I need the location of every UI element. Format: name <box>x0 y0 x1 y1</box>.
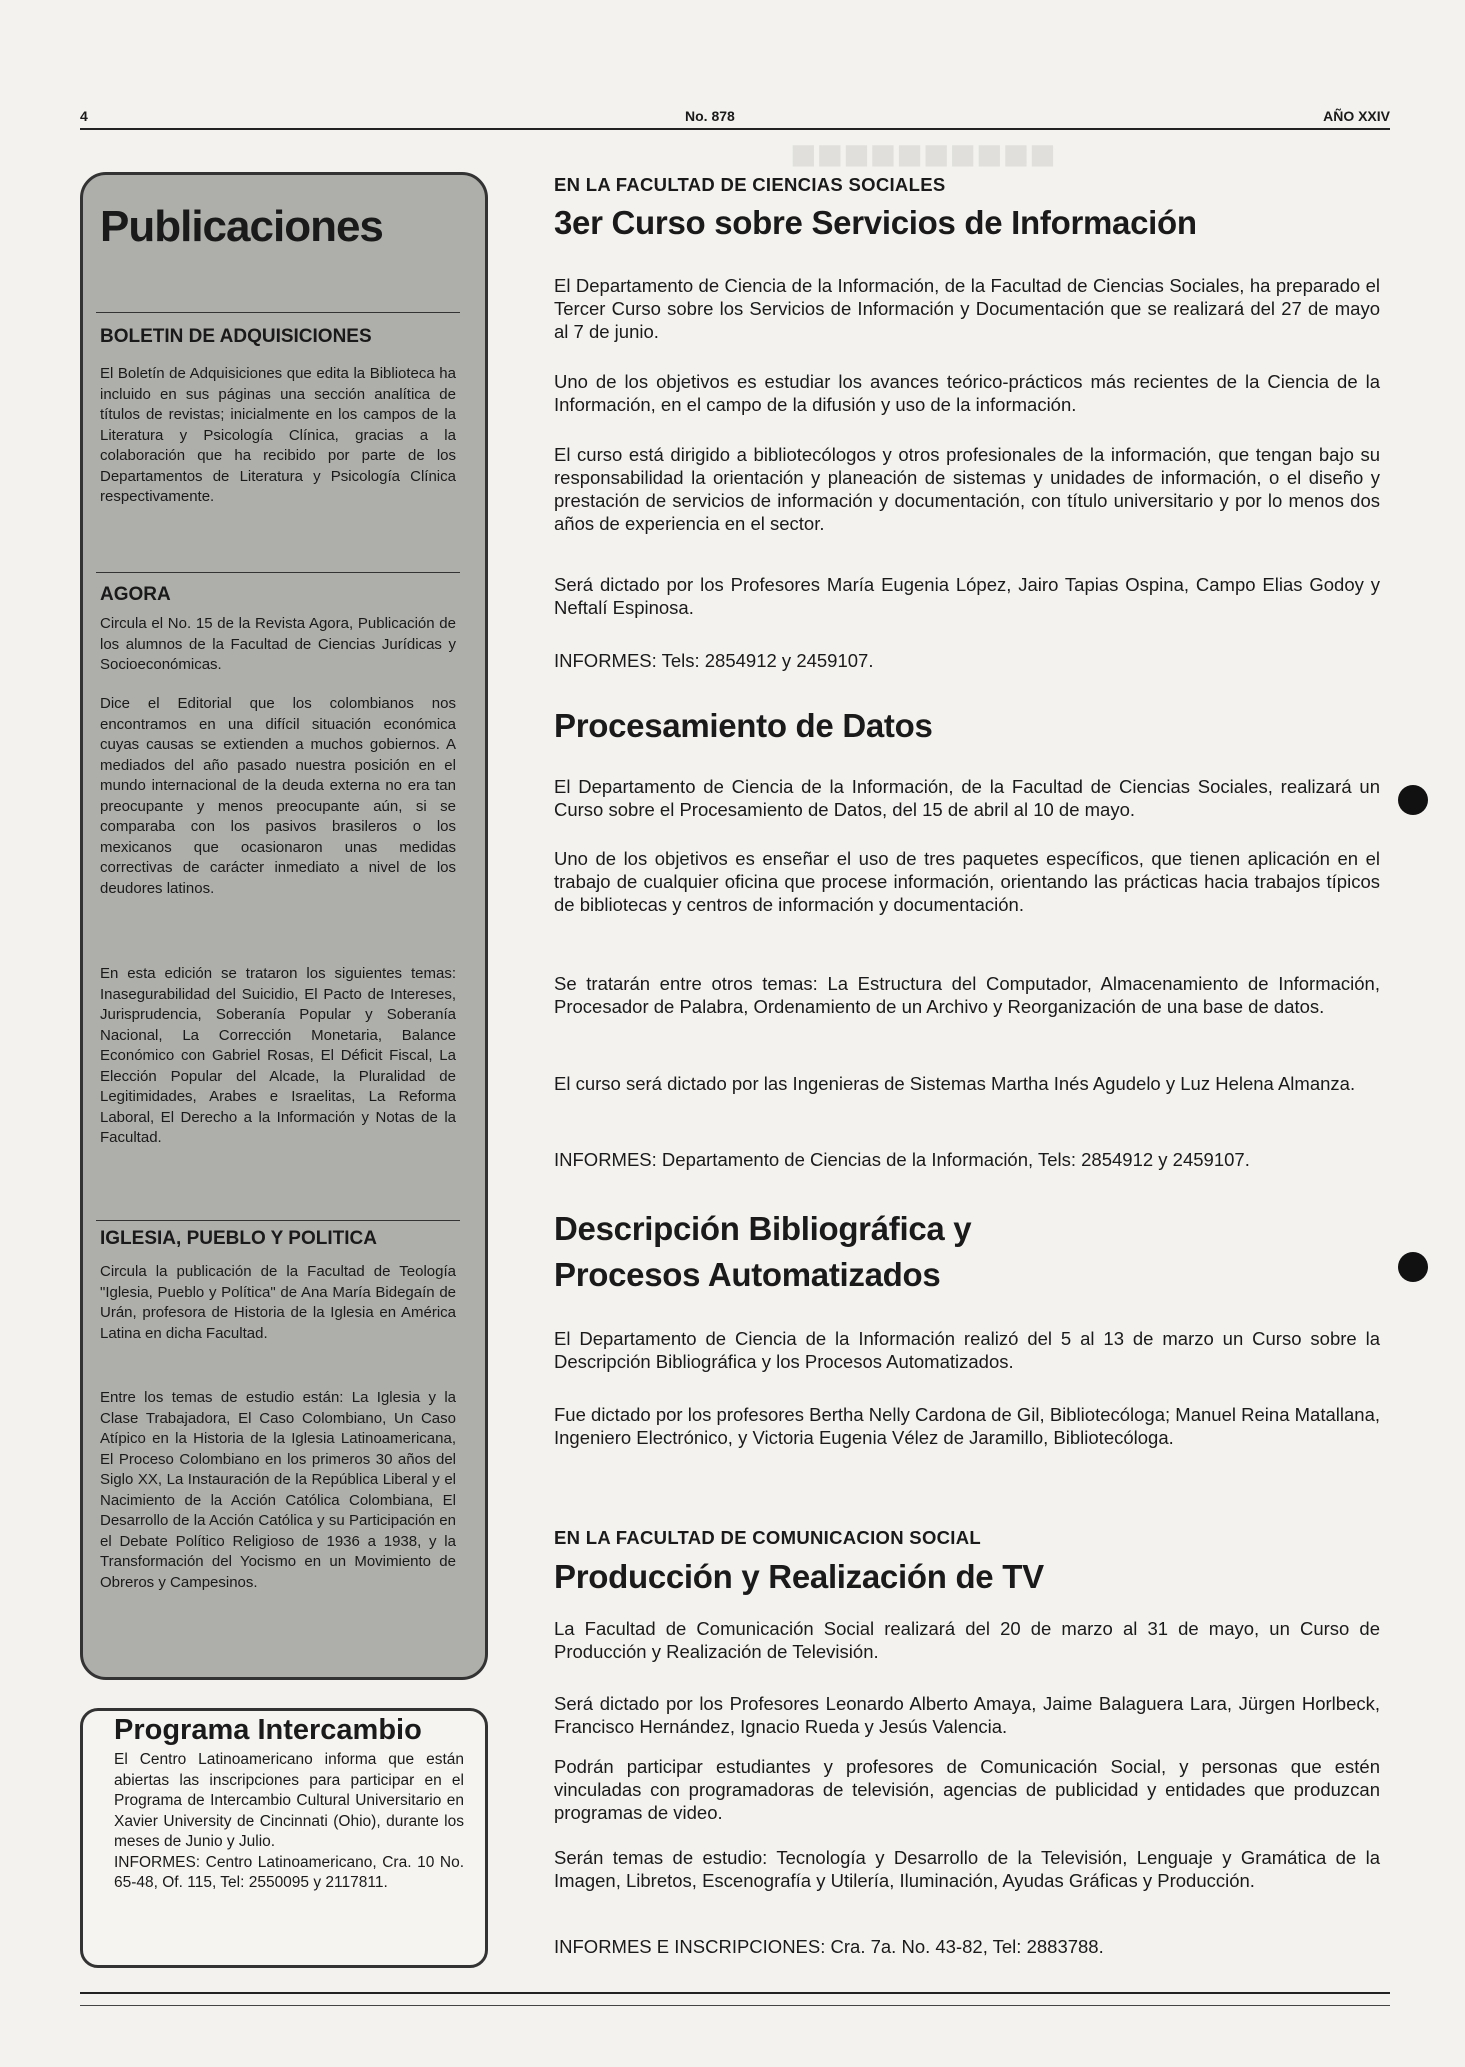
article-paragraph: Se tratarán entre otros temas: La Estructura del Computador, Almacenamiento de Información, Procesador de Palabra, Ordenamiento de un Archivo y Reorganización de una base de datos. <box>554 973 1380 1017</box>
boletin-paragraph: El Boletín de Adquisiciones que edita la Biblioteca ha incluido en sus páginas una sección analítica de títulos de revistas; inicialmente en los campos de la Literatura y Psicología Clínica, gracias a la colaboración que ha recibido por parte de los Departamentos de Literatura y Psicología Clínica respectivamente. <box>100 365 456 505</box>
iglesia-paragraph-2: Entre los temas de estudio están: La Iglesia y la Clase Trabajadora, El Caso Colombiano, Un Caso Atípico en la Historia de la Iglesia Latinoamericana, El Proceso Colombiano en los primeros 30 años del Siglo XX, La Instauración de la República Liberal y el Nacimiento de la Acción Católica Colombiana, El Desarrollo de la Acción Católica y su Participación en el Debate Político Religioso de 1936 a 1938, y la Transformación del Yocismo en un Movimiento de Obreros y Campesinos. <box>100 1389 456 1591</box>
article-paragraph: Será dictado por los Profesores María Eugenia López, Jairo Tapias Ospina, Campo Elias Godoy y Neftalí Espinosa. <box>554 574 1380 618</box>
article-paragraph: Será dictado por los Profesores Leonardo Alberto Amaya, Jaime Balaguera Lara, Jürgen Horlbeck, Francisco Hernández, Ignacio Rueda y Jesús Valencia. <box>554 1693 1380 1737</box>
agora-paragraph-1: Circula el No. 15 de la Revista Agora, Publicación de los alumnos de la Facultad de Ciencias Jurídicas y Socioeconómicas. <box>100 615 456 673</box>
article-title-line-2: Procesos Automatizados <box>554 1256 941 1293</box>
divider <box>96 572 460 573</box>
bleed-through-shadow: ■■■■■■■■■■ <box>790 130 1056 179</box>
article-context-label: EN LA FACULTAD DE CIENCIAS SOCIALES <box>554 174 946 195</box>
agora-paragraph-2: Dice el Editorial que los colombianos nos encontramos en una difícil situación económica cuyas causas se extienden a muchos gobiernos. A mediados del año pasado nuestra posición en el mundo internacional de la deuda externa no era tan preocupante y menos preocupante aún, si se comparaba con los pasivos brasileros o los mexicanos que ocasionaron unas medidas correctivas de carácter inmediato a nivel de los deudores latinos. <box>100 695 456 897</box>
article-informes: INFORMES E INSCRIPCIONES: Cra. 7a. No. 43-82, Tel: 2883788. <box>554 1936 1104 1957</box>
iglesia-paragraph-1: Circula la publicación de la Facultad de Teología "Iglesia, Pueblo y Política" de Ana María Bidegaín de Urán, profesora de Historia de la Iglesia en América Latina en dicha Facultad. <box>100 1263 456 1342</box>
section-heading-boletin: BOLETIN DE ADQUISICIONES <box>100 326 372 347</box>
article-paragraph: El Departamento de Ciencia de la Información, de la Facultad de Ciencias Sociales, realizará un Curso sobre el Procesamiento de Datos, del 15 de abril al 10 de mayo. <box>554 776 1380 820</box>
article-informes: INFORMES: Tels: 2854912 y 2459107. <box>554 650 874 671</box>
binder-hole-mark <box>1398 1252 1428 1282</box>
article-paragraph: Fue dictado por los profesores Bertha Nelly Cardona de Gil, Bibliotecóloga; Manuel Reina Matallana, Ingeniero Electrónico, y Victoria Eugenia Vélez de Jaramillo, Bibliotecóloga. <box>554 1404 1380 1448</box>
article-title-line-1: Descripción Bibliográfica y <box>554 1210 972 1247</box>
article-title: Procesamiento de Datos <box>554 707 933 744</box>
article-paragraph: El curso será dictado por las Ingenieras de Sistemas Martha Inés Agudelo y Luz Helena Almanza. <box>554 1073 1356 1094</box>
issue-number: No. 878 <box>685 108 735 124</box>
article-title: 3er Curso sobre Servicios de Información <box>554 204 1197 241</box>
programa-informes: INFORMES: Centro Latinoamericano, Cra. 10 No. 65-48, Of. 115, Tel: 2550095 y 2117811. <box>114 1853 464 1891</box>
footer-rule <box>80 1992 1390 1994</box>
article-paragraph: El Departamento de Ciencia de la Información, de la Facultad de Ciencias Sociales, ha preparado el Tercer Curso sobre los Servicios de Información y Documentación que se realizará del 27 de mayo al 7 de junio. <box>554 275 1380 342</box>
divider <box>96 312 460 313</box>
article-paragraph: Uno de los objetivos es enseñar el uso de tres paquetes específicos, que tienen aplicación en el trabajo de cualquier oficina que procese información, orientando las prácticas hacia trabajos típicos de bibliotecas y centros de información y documentación. <box>554 848 1380 915</box>
article-paragraph: La Facultad de Comunicación Social realizará del 20 de marzo al 31 de mayo, un Curso de Producción y Realización de Televisión. <box>554 1618 1380 1662</box>
programa-paragraph: El Centro Latinoamericano informa que están abiertas las inscripciones para participar en el Programa de Intercambio Cultural Universitario en Xavier University de Cincinnati (Ohio), durante los meses de Junio y Julio. <box>114 1751 464 1850</box>
article-paragraph: El curso está dirigido a bibliotecólogos y otros profesionales de la información, que tengan bajo su responsabilidad la orientación y planeación de sistemas y unidades de información, o el diseño y prestación de servicios de información y documentación, con título universitario y por lo menos dos años de experiencia en el sector. <box>554 444 1380 534</box>
footer-rule-thin <box>80 2005 1390 2006</box>
article-paragraph: El Departamento de Ciencia de la Información realizó del 5 al 13 de marzo un Curso sobre la Descripción Bibliográfica y los Procesos Automatizados. <box>554 1328 1380 1372</box>
divider <box>96 1220 460 1221</box>
section-heading-iglesia: IGLESIA, PUEBLO Y POLITICA <box>100 1228 377 1249</box>
programa-body <box>114 1750 464 1894</box>
article-title: Producción y Realización de TV <box>554 1558 1044 1595</box>
header-rule <box>80 128 1390 130</box>
article-paragraph: Serán temas de estudio: Tecnología y Desarrollo de la Televisión, Lenguaje y Gramática de la Imagen, Libretos, Escenografía y Utilería, Iluminación, Ayudas Gráficas y Producción. <box>554 1847 1380 1891</box>
article-informes: INFORMES: Departamento de Ciencias de la Información, Tels: 2854912 y 2459107. <box>554 1149 1250 1170</box>
year-label: AÑO XXIV <box>1323 108 1390 124</box>
article-context-label: EN LA FACULTAD DE COMUNICACION SOCIAL <box>554 1527 981 1548</box>
page-number: 4 <box>80 108 88 124</box>
binder-hole-mark <box>1398 785 1428 815</box>
article-paragraph: Uno de los objetivos es estudiar los avances teórico-prácticos más recientes de la Ciencia de la Información, en el campo de la difusión y uso de la información. <box>554 371 1380 415</box>
section-heading-agora: AGORA <box>100 584 171 605</box>
sidebar-title: Publicaciones <box>100 202 383 251</box>
agora-paragraph-3: En esta edición se trataron los siguientes temas: Inasegurabilidad del Suicidio, El Pacto de Intereses, Jurisprudencia, Soberanía Popular y Soberanía Nacional, La Corrección Monetaria, Balance Económico con Gabriel Rosas, El Déficit Fiscal, La Elección Popular del Alcade, la Pluralidad de Legitimidades, Arabes e Israelitas, La Reforma Laboral, El Derecho a la Información y Notas de la Facultad. <box>100 965 456 1146</box>
article-paragraph: Podrán participar estudiantes y profesores de Comunicación Social, y personas que estén vinculadas con programadoras de televisión, agencias de publicidad y entidades que produzcan programas de video. <box>554 1756 1380 1823</box>
programa-title: Programa Intercambio <box>114 1714 422 1746</box>
page-header <box>80 108 1390 128</box>
